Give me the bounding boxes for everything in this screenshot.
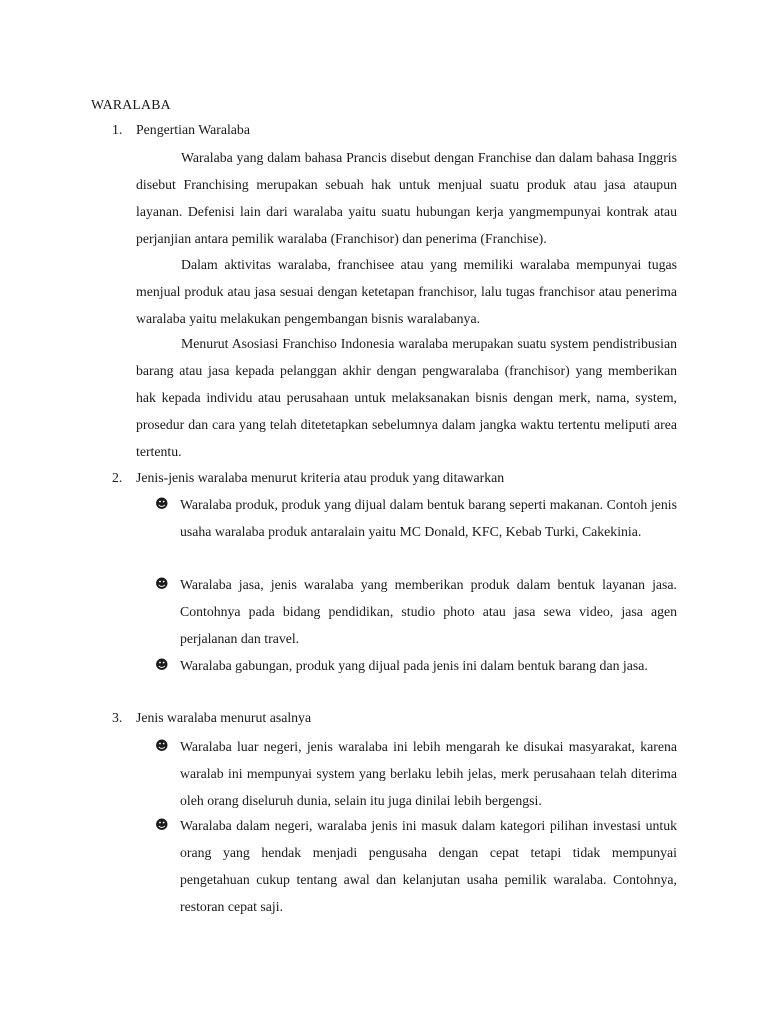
bullet-text: Waralaba produk, produk yang dijual dalam bentuk barang seperti makanan. Contoh jenis usaha waralaba produk antaralain yaitu MC Donald, KFC, Kebab Turki, Cakekinia. xyxy=(180,497,677,539)
bullet-text: Waralaba luar negeri, jenis waralaba ini lebih mengarah ke disukai masyarakat, karena waralab ini mempunyai system yang berlaku lebih jelas, merk perusahaan telah diterima oleh orang diseluruh dunia, selain itu juga dinilai lebih bergengsi. xyxy=(180,739,677,808)
list-item xyxy=(155,571,677,652)
smiley-bullet-icon: ☻ xyxy=(155,658,169,673)
smiley-bullet-icon: ☻ xyxy=(155,497,169,512)
section-1-paragraph-3: Menurut Asosiasi Franchiso Indonesia waralaba merupakan suatu system pendistribusian barang atau jasa kepada pelanggan akhir dengan pengwaralaba (franchisor) yang memberikan hak kepada individu atau perusahaan untuk melaksanakan bisnis dengan merk, nama, system, prosedur dan cara yang telah ditetetapkan sebelumnya dalam jangka waktu tertentu meliputi area tertentu. xyxy=(136,336,677,459)
section-2-title: Jenis-jenis waralaba menurut kriteria atau produk yang ditawarkan xyxy=(136,470,505,485)
smiley-bullet-icon: ☻ xyxy=(155,818,169,833)
list-item xyxy=(155,652,677,679)
bullet-text: Waralaba gabungan, produk yang dijual pada jenis ini dalam bentuk barang dan jasa. xyxy=(180,658,648,673)
section-3-title: Jenis waralaba menurut asalnya xyxy=(136,710,312,725)
list-item xyxy=(155,733,677,814)
section-1-paragraph-2: Dalam aktivitas waralaba, franchisee atau yang memiliki waralaba mempunyai tugas menjual produk atau jasa sesuai dengan ketetapan franchisor, lalu tugas franchisor atau penerima waralaba yaitu melakukan pengembangan bisnis waralabanya. xyxy=(136,257,677,326)
smiley-bullet-icon: ☻ xyxy=(155,739,169,754)
section-2-number: 2. xyxy=(112,470,123,485)
smiley-bullet-icon: ☻ xyxy=(155,577,169,592)
section-1-number: 1. xyxy=(112,122,123,137)
section-1-paragraph-1: Waralaba yang dalam bahasa Prancis disebut dengan Franchise dan dalam bahasa Inggris disebut Franchising merupakan sebuah hak untuk menjual suatu produk atau jasa ataupun layanan. Defenisi lain dari waralaba yaitu suatu hubungan kerja yangmempunyai kontrak atau perjanjian antara pemilik waralaba (Franchisor) dan penerima (Franchise). xyxy=(136,150,677,246)
section-1-title: Pengertian Waralaba xyxy=(136,122,250,137)
bullet-text: Waralaba jasa, jenis waralaba yang memberikan produk dalam bentuk layanan jasa. Contohnya pada bidang pendidikan, studio photo atau jasa sewa video, jasa agen perjalanan dan travel. xyxy=(180,577,677,646)
list-item xyxy=(155,812,677,920)
bullet-text: Waralaba dalam negeri, waralaba jenis ini masuk dalam kategori pilihan investasi untuk orang yang hendak menjadi pengusaha dengan cepat tetapi tidak mempunyai pengetahuan cukup tentang awal dan kelanjutan usaha pemilik waralaba. Contohnya, restoran cepat saji. xyxy=(180,818,677,914)
document-title: WARALABA xyxy=(91,97,171,112)
list-item xyxy=(155,491,677,545)
section-3-number: 3. xyxy=(112,710,123,725)
